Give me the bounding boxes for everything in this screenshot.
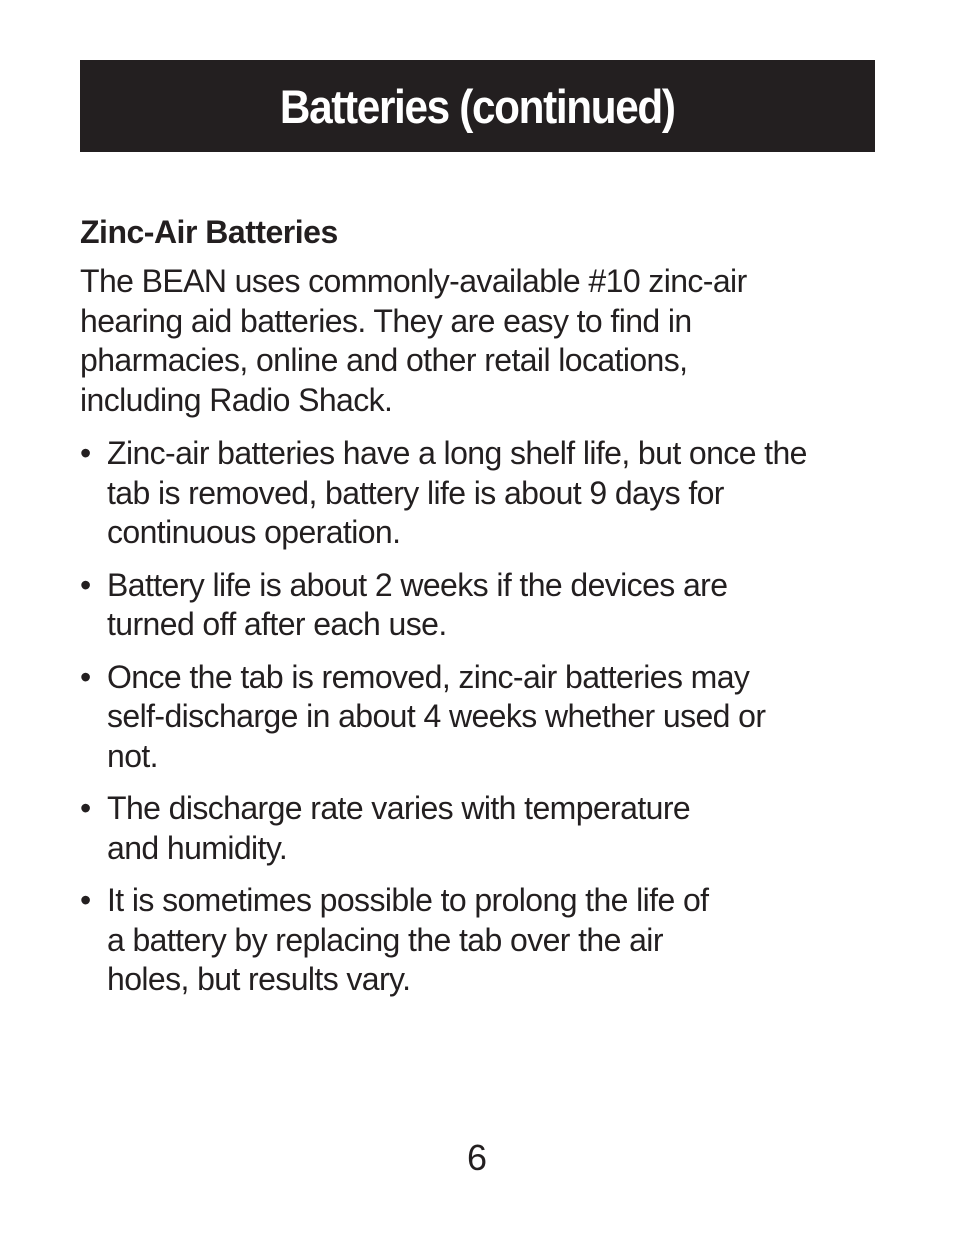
bullet-item: [80, 434, 840, 553]
page-content: [80, 208, 840, 1013]
page-number: 6: [466, 1137, 488, 1178]
bullet-item: [80, 566, 840, 645]
bullet-mark: •: [80, 658, 91, 695]
bullet-text: The discharge rate varies with temperature and humidity.: [107, 790, 691, 866]
bullet-mark: •: [80, 882, 91, 918]
bullet-text: Battery life is about 2 weeks if the devices are turned off after each use.: [107, 566, 728, 642]
section-heading: Zinc-Air Batteries: [80, 214, 338, 250]
bullet-mark: •: [80, 790, 91, 826]
bullet-text: It is sometimes possible to prolong the life of a battery by replacing the tab over the air holes, but results vary.: [107, 882, 709, 997]
bullet-mark: •: [80, 566, 91, 603]
bullet-mark: •: [80, 435, 91, 471]
bullet-item: [80, 658, 840, 777]
page-title-bar: [80, 60, 875, 152]
bullet-text: Once the tab is removed, zinc-air batteries may self-discharge in about 4 weeks whether used or not.: [107, 658, 766, 774]
page-title: Batteries (continued): [280, 79, 675, 133]
bullet-list: [80, 434, 840, 1000]
intro-paragraph: The BEAN uses commonly-available #10 zinc-air hearing aid batteries. They are easy to find in pharmacies, online and other retail locations, including Radio Shack.: [80, 263, 747, 418]
bullet-text: Zinc-air batteries have a long shelf life, but once the tab is removed, battery life is about 9 days for continuous operation.: [107, 435, 807, 550]
bullet-item: [80, 789, 840, 868]
bullet-item: [80, 881, 840, 1000]
